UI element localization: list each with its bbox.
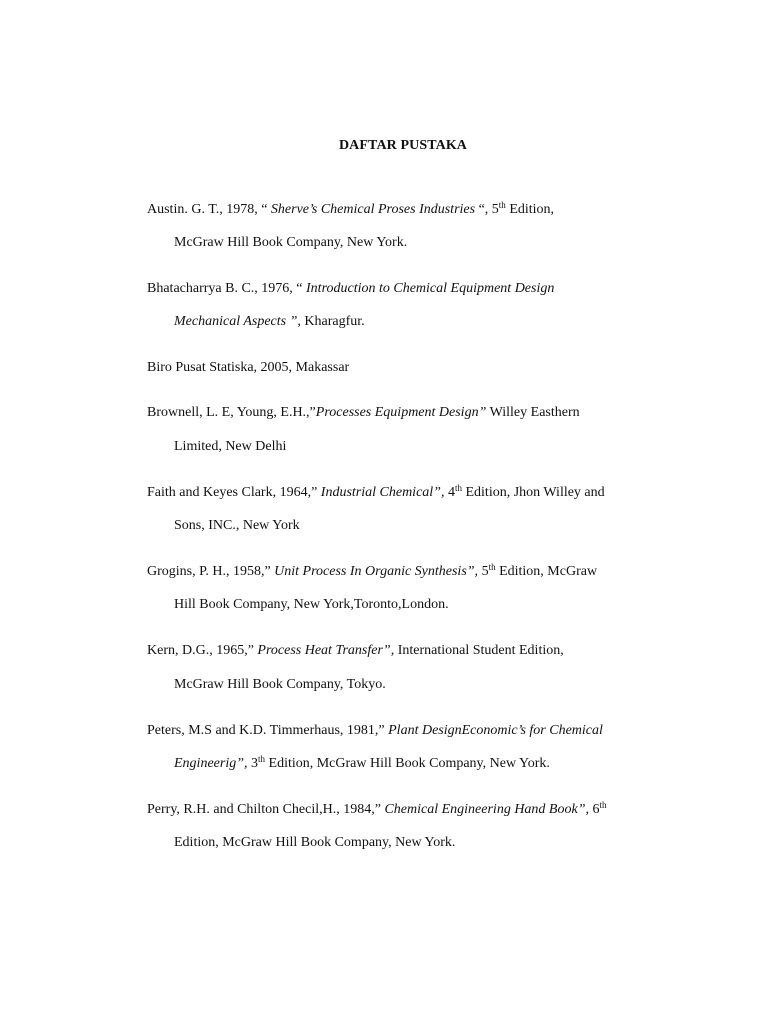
reference-line: [147, 280, 554, 298]
reference-line: [147, 359, 349, 377]
reference-line-continuation: [174, 834, 455, 852]
reference-line: [147, 642, 564, 660]
reference-line: [147, 404, 580, 422]
ordinal-superscript: th: [258, 754, 266, 764]
reference-line-continuation: [174, 517, 300, 535]
reference-text: Bhatacharrya B. C., 1976, “: [147, 281, 307, 296]
reference-text: International Student Edition,: [394, 643, 564, 658]
reference-italic-title: Process Heat Transfer”,: [257, 643, 395, 658]
reference-italic-title: Chemical Engineering Hand Book”,: [384, 802, 589, 817]
reference-italic-title: Industrial Chemical”,: [320, 485, 445, 500]
reference-italic-title: Sherve’s Chemical Proses Industries: [270, 202, 476, 217]
reference-line-continuation: [174, 313, 365, 331]
reference-text: Edition, McGraw: [495, 564, 598, 579]
reference-italic-title: Introduction to Chemical Equipment Design: [306, 281, 555, 296]
reference-line-continuation: [174, 676, 386, 694]
reference-line: [147, 484, 605, 502]
reference-text: Edition, McGraw Hill Book Company, New York.: [265, 756, 550, 771]
reference-line: [147, 201, 554, 219]
reference-text: Brownell, L. E, Young, E.H.,”: [147, 405, 316, 420]
reference-text: 6: [588, 802, 600, 817]
reference-text: McGraw Hill Book Company, Tokyo.: [174, 677, 386, 692]
reference-text: Austin. G. T., 1978, “: [147, 202, 271, 217]
reference-text: Kern, D.G., 1965,”: [147, 643, 258, 658]
ordinal-superscript: th: [498, 200, 506, 210]
reference-text: McGraw Hill Book Company, New York.: [174, 235, 408, 250]
reference-text: Kharagfur.: [300, 314, 365, 329]
reference-line: [147, 563, 597, 581]
reference-italic-title: Unit Process In Organic Synthesis”,: [274, 564, 479, 579]
reference-text: Edition, Jhon Willey and: [461, 485, 605, 500]
reference-line: [147, 722, 603, 740]
reference-italic-title: Engineerig”,: [174, 756, 248, 771]
reference-text: Peters, M.S and K.D. Timmerhaus, 1981,”: [147, 723, 389, 738]
ordinal-superscript: th: [454, 483, 462, 493]
reference-text: Willey Easthern: [486, 405, 580, 420]
reference-text: Grogins, P. H., 1958,”: [147, 564, 275, 579]
reference-text: Edition,: [505, 202, 555, 217]
reference-text: Hill Book Company, New York,Toronto,London.: [174, 597, 449, 612]
reference-italic-title: Plant DesignEconomic’s for Chemical: [388, 723, 603, 738]
reference-text: Limited, New Delhi: [174, 439, 287, 454]
reference-text: Edition, McGraw Hill Book Company, New York.: [174, 835, 456, 850]
reference-text: 5: [478, 564, 489, 579]
page-title: DAFTAR PUSTAKA: [338, 138, 468, 153]
reference-italic-title: Processes Equipment Design”: [315, 405, 487, 420]
reference-italic-title: Mechanical Aspects ”,: [174, 314, 301, 329]
ordinal-superscript: th: [488, 562, 496, 572]
reference-text: 3: [247, 756, 258, 771]
reference-text: Sons, INC., New York: [174, 518, 300, 533]
reference-line-continuation: [174, 596, 449, 614]
reference-line-continuation: [174, 755, 550, 773]
reference-line-continuation: [174, 234, 407, 252]
reference-text: Faith and Keyes Clark, 1964,”: [147, 485, 321, 500]
reference-text: 4: [444, 485, 455, 500]
reference-line: [147, 801, 607, 819]
reference-line-continuation: [174, 438, 286, 456]
reference-text: “, 5: [475, 202, 499, 217]
reference-text: Biro Pusat Statiska, 2005, Makassar: [147, 360, 350, 375]
ordinal-superscript: th: [599, 800, 607, 810]
reference-text: Perry, R.H. and Chilton Checil,H., 1984,”: [147, 802, 385, 817]
